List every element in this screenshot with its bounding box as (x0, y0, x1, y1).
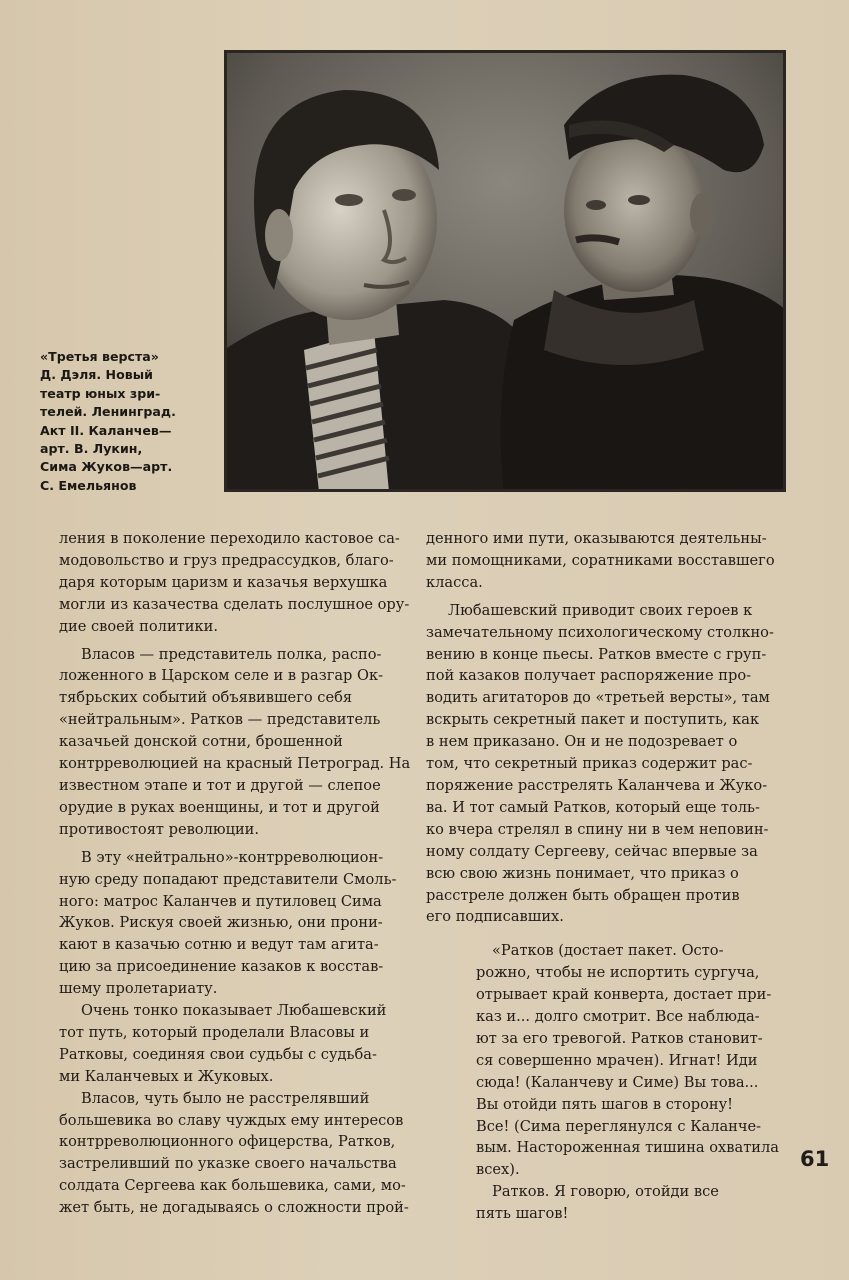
quote-line: рожно, чтобы не испортить сургуча, (476, 964, 760, 982)
caption-line: С. Емельянов (40, 477, 137, 493)
text-line: ную среду попадают представители Смоль- (59, 870, 397, 888)
text-line: класса. (426, 573, 483, 591)
text-line: В эту «нейтрально»-контрреволюцион- (81, 848, 384, 866)
right-column (426, 528, 784, 1225)
text-line: ления в поколение переходило кастовое са- (59, 530, 400, 547)
text-line: ва. И тот самый Ратков, который еще толь- (426, 798, 760, 816)
caption-line: Д. Дэля. Новый (40, 367, 153, 383)
text-line: замечательному психологическому столкно- (426, 623, 774, 641)
text-line: казачьей донской сотни, брошенной (59, 733, 343, 751)
text-line: тот путь, который проделали Власовы и (59, 1023, 370, 1041)
text-line: Жуков. Рискуя своей жизнью, они прони- (59, 914, 383, 932)
photo-caption (40, 348, 218, 495)
text-line: Ратковы, соединяя свои судьбы с судьба- (59, 1045, 377, 1063)
photo-illustration (224, 50, 786, 492)
text-line: Власов, чуть было не расстрелявший (81, 1089, 370, 1107)
quote-line: «Ратков (достает пакет. Осто- (492, 942, 724, 960)
caption-line: театр юных зри- (40, 385, 161, 401)
text-line: жет быть, не догадываясь о сложности прой- (59, 1199, 409, 1217)
text-line: противостоят революции. (59, 820, 260, 838)
quote-line: отрывает край конверта, достает при- (476, 986, 772, 1004)
quote-line: пять шагов! (476, 1205, 569, 1223)
quote-line: Вы отойди пять шагов в сторону! (476, 1095, 734, 1113)
quote-line: Ратков. Я говорю, отойди все (492, 1183, 719, 1201)
text-line: ми Каланчевых и Жуковых. (59, 1067, 274, 1085)
text-line: ного: матрос Каланчев и путиловец Сима (59, 892, 382, 910)
text-line: большевика во славу чуждых ему интересов (59, 1111, 404, 1129)
text-line: «нейтральным». Ратков — представитель (59, 711, 381, 729)
caption-line: арт. В. Лукин, (40, 441, 143, 457)
text-line: вскрыть секретный пакет и поступить, как (426, 711, 760, 729)
caption-line: Сима Жуков—арт. (40, 459, 173, 475)
text-line: даря которым царизм и казачья верхушка (59, 573, 388, 591)
text-line: ми помощниками, соратниками восставшего (426, 551, 775, 569)
text-line: цию за присоединение казаков к восстав- (59, 958, 384, 976)
text-line: солдата Сергеева как большевика, сами, мо- (59, 1177, 406, 1195)
text-line: расстреле должен быть обращен против (426, 886, 740, 904)
theatre-photograph (224, 50, 786, 492)
text-line: Очень тонко показывает Любашевский (81, 1002, 387, 1020)
text-line: контрреволюционного офицерства, Ратков, (59, 1133, 396, 1151)
quote-line: ся совершенно мрачен). Игнат! Иди (476, 1051, 758, 1069)
quote-line: вым. Настороженная тишина охватила (476, 1139, 779, 1157)
text-line: кают в казачью сотню и ведут там агита- (59, 936, 379, 954)
text-line: денного ими пути, оказываются деятельны- (426, 530, 767, 547)
text-line: его подписавших. (426, 908, 564, 926)
quote-line: ют за его тревогой. Ратков становит- (476, 1029, 763, 1047)
text-line: всю свою жизнь понимает, что приказ о (426, 864, 739, 882)
caption-line: телей. Ленинград. (40, 404, 176, 420)
caption-line: «Третья верста» (40, 349, 159, 364)
text-line: пой казаков получает распоряжение про- (426, 667, 752, 685)
text-line: контрреволюцией на красный Петроград. На (59, 755, 411, 773)
text-line: ко вчера стрелял в спину ни в чем неповин- (426, 820, 769, 838)
text-line: шему пролетариату. (59, 980, 218, 998)
text-line: модовольство и груз предрассудков, благо- (59, 551, 394, 569)
text-line: в нем приказано. Он и не подозревает о (426, 733, 738, 751)
text-line: вению в конце пьесы. Ратков вместе с груп- (426, 645, 767, 663)
play-quote (426, 940, 784, 1225)
text-line: ложенного в Царском селе и в разгар Ок- (59, 667, 384, 685)
quote-line: Все! (Сима переглянулся с Каланче- (476, 1117, 762, 1135)
caption-line: Акт II. Каланчев— (40, 422, 172, 438)
text-line: орудие в руках военщины, и тот и другой (59, 798, 380, 816)
text-line: известном этапе и тот и другой — слепое (59, 776, 381, 794)
text-line: дие своей политики. (59, 617, 218, 635)
left-column (59, 528, 411, 1219)
text-line: тябрьских событий объявившего себя (59, 689, 353, 707)
quote-line: каз и... долго смотрит. Все наблюда- (476, 1008, 760, 1026)
quote-line: всех). (476, 1161, 520, 1179)
text-line: Власов — представитель полка, распо- (81, 645, 382, 663)
text-line: могли из казачества сделать послушное ору- (59, 595, 410, 613)
text-line: водить агитаторов до «третьей версты», там (426, 689, 770, 707)
text-line: застреливший по указке своего начальства (59, 1155, 397, 1173)
text-line: Любашевский приводит своих героев к (448, 601, 753, 619)
text-line: ному солдату Сергееву, сейчас впервые за (426, 842, 758, 860)
text-line: поряжение расстрелять Каланчева и Жуко- (426, 776, 768, 794)
page-number: 61 (800, 1147, 830, 1171)
quote-line: сюда! (Каланчеву и Симе) Вы това... (476, 1073, 759, 1091)
text-line: том, что секретный приказ содержит рас- (426, 755, 753, 773)
